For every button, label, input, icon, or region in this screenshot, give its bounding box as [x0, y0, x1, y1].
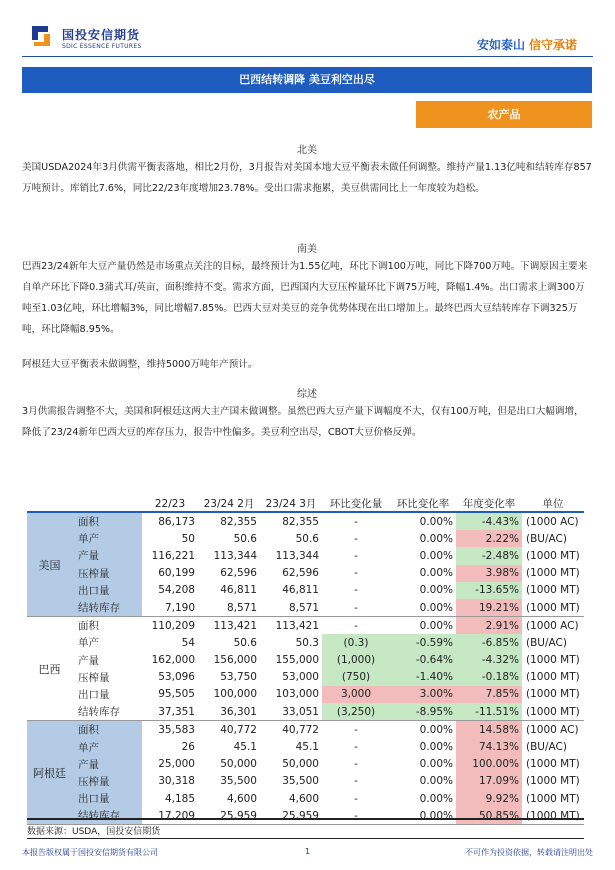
mom-change-rate: 3.00%	[390, 686, 456, 703]
yoy-change-rate: -4.43%	[456, 512, 522, 530]
mom-change-qty: -	[322, 721, 390, 739]
yoy-change-rate: 19.21%	[456, 599, 522, 617]
header-unit: 单位	[522, 497, 584, 512]
item-label: 压榨量	[72, 669, 142, 686]
mom-change-qty: -	[322, 807, 390, 825]
value-feb: 82,355	[220, 515, 257, 528]
mom-change-qty: -	[322, 547, 390, 564]
item-label: 单产	[72, 634, 142, 651]
yoy-change-rate: 9.92%	[456, 790, 522, 807]
value-feb: 62,596	[220, 567, 257, 580]
yoy-change-rate: -6.85%	[456, 634, 522, 651]
header-yoy-rate: 年度变化率	[456, 497, 522, 512]
yoy-change-rate: -13.65%	[456, 582, 522, 599]
value-mar: 45.1	[295, 741, 319, 754]
unit-label: (1000 MT)	[526, 688, 580, 701]
value-2223: 35,583	[158, 723, 195, 736]
paragraph-argentina: 阿根廷大豆平衡表未做调整，维持5000万吨年产预计。	[22, 359, 258, 370]
paragraph-south-america: 巴西23/24新年大豆产量仍然是市场重点关注的目标，最终预计为1.55亿吨，环比下调100万吨，同比下降700万吨。下调原因主要来自单产环比下降0.3蒲式耳/英亩，面积维持不变。需求方面，巴西国内大豆压榨量环比下调75万吨，降幅1.4%。出口需求上调300万吨至1.03亿吨，环比增幅3%，同比增幅7.85%。巴西大豆对美豆的竞争优势体现在出口增加上。最终巴西大豆结转库存下调325万吨，环比降幅8.95%。	[22, 261, 588, 335]
value-mar: 113,344	[275, 549, 319, 562]
item-label: 产量	[72, 756, 142, 773]
table-row	[27, 617, 584, 635]
value-2223: 110,209	[151, 619, 195, 632]
table-row	[27, 721, 584, 739]
mom-change-qty: -	[322, 582, 390, 599]
header-item	[72, 497, 142, 512]
mom-change-rate: 0.00%	[390, 582, 456, 599]
value-mar: 82,355	[282, 515, 319, 528]
unit-label: (1000 MT)	[526, 654, 580, 667]
mom-change-qty: -	[322, 756, 390, 773]
mom-change-qty: -	[322, 530, 390, 547]
value-feb: 113,344	[213, 549, 257, 562]
table-row	[27, 652, 584, 669]
header-divider	[22, 56, 593, 57]
yoy-change-rate: 100.00%	[456, 756, 522, 773]
value-mar: 53,000	[282, 671, 319, 684]
item-label: 单产	[72, 530, 142, 547]
value-2223: 54	[181, 636, 195, 649]
mom-change-qty: -	[322, 565, 390, 582]
header-mom-rate: 环比变化率	[390, 497, 456, 512]
mom-change-rate: 0.00%	[390, 756, 456, 773]
yoy-change-rate: 2.91%	[456, 617, 522, 635]
yoy-change-rate: -2.48%	[456, 547, 522, 564]
yoy-change-rate: 14.58%	[456, 721, 522, 739]
item-label: 面积	[72, 512, 142, 530]
mom-change-rate: 0.00%	[390, 512, 456, 530]
value-mar: 103,000	[275, 688, 319, 701]
item-label: 产量	[72, 652, 142, 669]
value-2223: 17,209	[142, 807, 198, 825]
value-feb: 113,421	[213, 619, 257, 632]
table-row	[27, 790, 584, 807]
table-row	[27, 599, 584, 617]
item-label: 面积	[72, 721, 142, 739]
logo-mark-icon	[30, 24, 52, 48]
mom-change-rate: 0.00%	[390, 547, 456, 564]
yoy-change-rate: 17.09%	[456, 773, 522, 790]
section-heading-south-america: 南美	[297, 244, 317, 255]
company-name-cn: 国投安信期货	[62, 28, 141, 42]
value-feb: 156,000	[213, 654, 257, 667]
mom-change-rate: 0.00%	[390, 738, 456, 755]
country-label: 美国	[27, 512, 72, 617]
table-row	[27, 634, 584, 651]
value-2223: 54,208	[158, 584, 195, 597]
paragraph-north-america: 美国USDA2024年3月供需平衡表落地，相比2月份，3月报告对美国本地大豆平衡表未做任何调整。维持产量1.13亿吨和结转库存857万吨预计。库销比7.6%，同比22/23年度增加23.78%。受出口需求拖累，美豆供需同比上一年度较为趋松。	[22, 162, 592, 194]
table-row	[27, 547, 584, 564]
table-row	[27, 756, 584, 773]
value-2223: 95,505	[158, 688, 195, 701]
value-2223: 53,096	[158, 671, 195, 684]
item-label: 产量	[72, 547, 142, 564]
value-mar: 35,500	[282, 775, 319, 788]
table-row	[27, 686, 584, 703]
yoy-change-rate: 3.98%	[456, 565, 522, 582]
value-mar: 113,421	[275, 619, 319, 632]
yoy-change-rate: 2.22%	[456, 530, 522, 547]
value-feb: 50,000	[220, 758, 257, 771]
unit-label: (BU/AC)	[526, 532, 567, 545]
unit-label: (1000 MT)	[522, 807, 584, 825]
mom-change-rate: 0.00%	[390, 617, 456, 635]
yoy-change-rate: 74.13%	[456, 738, 522, 755]
value-feb: 50.6	[233, 636, 257, 649]
mom-change-qty: -	[322, 599, 390, 617]
header-country	[27, 497, 72, 512]
slogan-part-1: 安如泰山	[476, 38, 525, 52]
item-label: 结转库存	[72, 599, 142, 617]
value-mar: 8,571	[260, 599, 322, 617]
value-mar: 50,000	[282, 758, 319, 771]
unit-label: (1000 MT)	[522, 599, 584, 617]
value-2223: 162,000	[151, 654, 195, 667]
item-label: 出口量	[72, 686, 142, 703]
value-feb: 8,571	[198, 599, 260, 617]
mom-change-rate: -1.40%	[390, 669, 456, 686]
unit-label: (1000 MT)	[526, 775, 580, 788]
item-label: 出口量	[72, 582, 142, 599]
mom-change-qty: -	[322, 773, 390, 790]
value-feb: 100,000	[213, 688, 257, 701]
table-row	[27, 582, 584, 599]
item-label: 面积	[72, 617, 142, 635]
value-mar: 33,051	[260, 703, 322, 721]
mom-change-qty: -	[322, 617, 390, 635]
mom-change-qty: -	[322, 738, 390, 755]
unit-label: (1000 MT)	[522, 703, 584, 721]
table-header-row	[27, 497, 584, 512]
mom-change-rate: 0.00%	[390, 721, 456, 739]
page-number: 1	[305, 847, 311, 856]
unit-label: (1000 MT)	[526, 671, 580, 684]
value-2223: 7,190	[142, 599, 198, 617]
value-mar: 25,959	[260, 807, 322, 825]
value-2223: 86,173	[158, 515, 195, 528]
mom-change-qty: -	[322, 512, 390, 530]
mom-change-qty: -	[322, 790, 390, 807]
unit-label: (1000 MT)	[526, 792, 580, 805]
table-row	[27, 703, 584, 721]
footer-disclaimer: 不可作为投资依据，转载请注明出处	[465, 848, 593, 857]
unit-label: (1000 AC)	[526, 515, 579, 528]
item-label: 单产	[72, 738, 142, 755]
value-2223: 30,318	[158, 775, 195, 788]
yoy-change-rate: -4.32%	[456, 652, 522, 669]
value-mar: 46,811	[282, 584, 319, 597]
value-2223: 4,185	[164, 792, 195, 805]
value-feb: 40,772	[220, 723, 257, 736]
value-feb: 50.6	[233, 532, 257, 545]
data-source: 数据来源：USDA，国投安信期货	[27, 818, 584, 837]
footer-copyright: 本报告版权属于国投安信期货有限公司	[22, 848, 158, 857]
section-heading-north-america: 北美	[297, 145, 317, 156]
value-2223: 116,221	[151, 549, 195, 562]
value-mar: 50.3	[295, 636, 319, 649]
value-2223: 37,351	[142, 703, 198, 721]
value-mar: 40,772	[282, 723, 319, 736]
header-2324-feb: 23/24 2月	[198, 497, 260, 512]
mom-change-rate: 0.00%	[390, 790, 456, 807]
value-2223: 50	[181, 532, 195, 545]
country-label: 巴西	[27, 617, 72, 721]
source-divider	[27, 838, 584, 839]
mom-change-qty: 3,000	[322, 686, 390, 703]
section-heading-summary: 综述	[297, 389, 317, 400]
mom-change-rate: 0.00%	[390, 530, 456, 547]
mom-change-rate: 0.00%	[390, 773, 456, 790]
unit-label: (1000 MT)	[526, 758, 580, 771]
yoy-change-rate: -0.18%	[456, 669, 522, 686]
value-mar: 155,000	[275, 654, 319, 667]
value-feb: 35,500	[220, 775, 257, 788]
sector-tag: 农产品	[416, 101, 592, 128]
value-2223: 25,000	[158, 758, 195, 771]
table-row	[27, 565, 584, 582]
unit-label: (1000 MT)	[526, 567, 580, 580]
value-mar: 50.6	[295, 532, 319, 545]
company-logo	[30, 22, 170, 56]
mom-change-qty: (1,000)	[322, 652, 390, 669]
mom-change-qty: (0.3)	[322, 634, 390, 651]
value-mar: 62,596	[282, 567, 319, 580]
paragraph-summary: 3月供需报告调整不大，美国和阿根廷这两大主产国未做调整。虽然巴西大豆产量下调幅度不大，仅有100万吨，但是出口大幅调增，降低了23/24新年巴西大豆的库存压力，报告中性偏多。美豆利空出尽，CBOT大豆价格反弹。	[22, 406, 584, 438]
unit-label: (BU/AC)	[526, 741, 567, 754]
mom-change-rate: 0.00%	[390, 599, 456, 617]
table-row	[27, 669, 584, 686]
slogan-part-2: 信守承诺	[528, 38, 577, 52]
company-name-en: SDIC ESSENCE FUTURES	[62, 43, 142, 50]
unit-label: (1000 AC)	[526, 723, 579, 736]
mom-change-rate: -0.59%	[390, 634, 456, 651]
value-feb: 25,959	[198, 807, 260, 825]
header-2324-mar: 23/24 3月	[260, 497, 322, 512]
report-title: 巴西结转调降 美豆利空出尽	[22, 67, 592, 93]
mom-change-qty: (750)	[322, 669, 390, 686]
table-row	[27, 530, 584, 547]
mom-change-qty: (3,250)	[322, 703, 390, 721]
mom-change-rate: -0.64%	[390, 652, 456, 669]
unit-label: (1000 AC)	[526, 619, 579, 632]
value-feb: 46,811	[220, 584, 257, 597]
mom-change-rate: 0.00%	[390, 807, 456, 825]
value-mar: 4,600	[288, 792, 319, 805]
table-row	[27, 512, 584, 530]
value-feb: 45.1	[233, 741, 257, 754]
value-2223: 26	[181, 741, 195, 754]
table-row	[27, 773, 584, 790]
mom-change-rate: 0.00%	[390, 565, 456, 582]
value-feb: 4,600	[226, 792, 257, 805]
item-label: 压榨量	[72, 565, 142, 582]
unit-label: (1000 MT)	[526, 549, 580, 562]
unit-label: (1000 MT)	[526, 584, 580, 597]
supply-demand-table	[27, 497, 584, 825]
mom-change-rate: -8.95%	[390, 703, 456, 721]
country-label: 阿根廷	[27, 721, 72, 825]
value-2223: 60,199	[158, 567, 195, 580]
slogan	[477, 36, 577, 53]
yoy-change-rate: 7.85%	[456, 686, 522, 703]
item-label: 结转库存	[72, 807, 142, 825]
table-row	[27, 738, 584, 755]
yoy-change-rate: -11.51%	[456, 703, 522, 721]
value-feb: 36,301	[198, 703, 260, 721]
unit-label: (BU/AC)	[526, 636, 567, 649]
item-label: 压榨量	[72, 773, 142, 790]
yoy-change-rate: 50.85%	[456, 807, 522, 825]
header-2223: 22/23	[142, 497, 198, 512]
item-label: 出口量	[72, 790, 142, 807]
value-feb: 53,750	[220, 671, 257, 684]
header-mom-qty: 环比变化量	[322, 497, 390, 512]
item-label: 结转库存	[72, 703, 142, 721]
